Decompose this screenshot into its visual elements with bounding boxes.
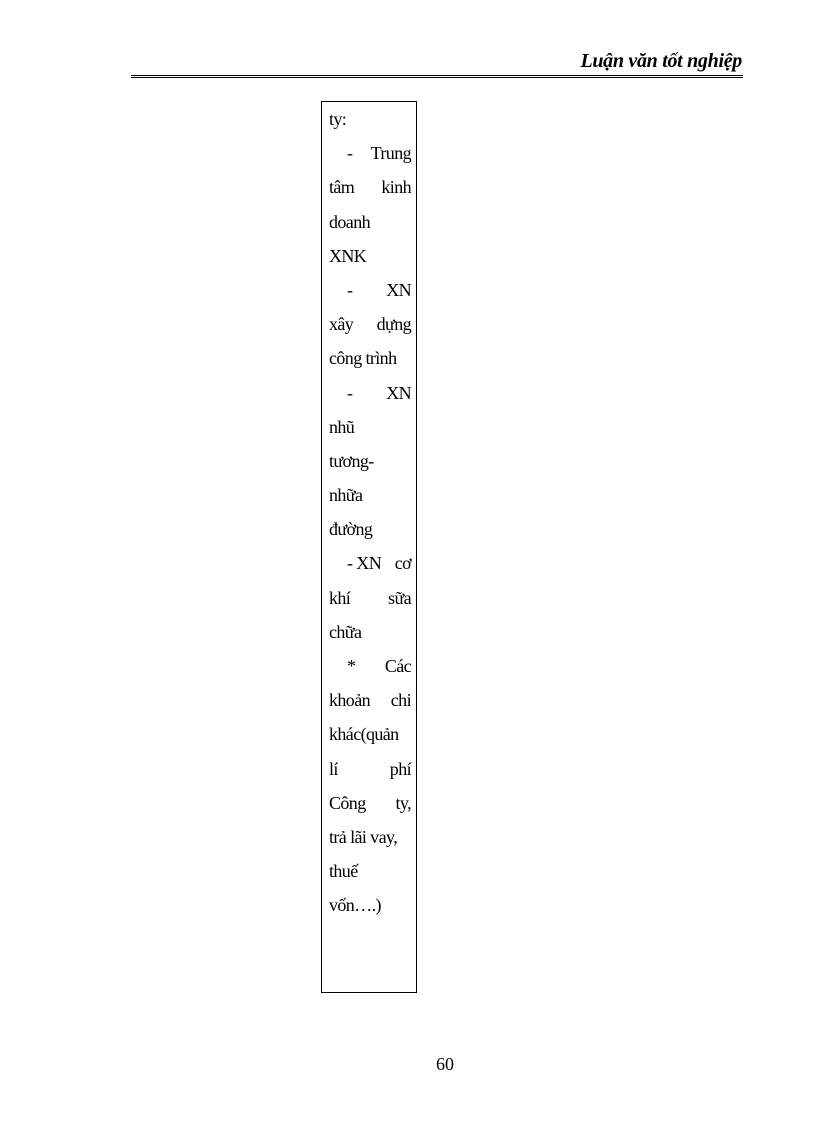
cell-word: cơ	[394, 553, 411, 574]
cell-word: xây	[329, 314, 354, 335]
cell-line	[329, 176, 411, 210]
cell-line	[329, 245, 411, 279]
cell-line	[329, 758, 411, 792]
cell-line	[329, 689, 411, 723]
cell-word: khác(quản	[329, 724, 399, 745]
cell-word: dựng	[376, 314, 411, 335]
cell-word: Công	[329, 792, 366, 813]
cell-word: XN	[386, 279, 411, 300]
cell-word: lí	[329, 758, 338, 779]
cell-line	[329, 587, 411, 621]
cell-word: chữa	[329, 621, 362, 642]
cell-word: -	[347, 143, 353, 164]
header-rule	[131, 75, 743, 78]
cell-line	[329, 621, 411, 655]
cell-line	[329, 450, 411, 484]
cell-line	[329, 552, 411, 586]
cell-word: chi	[390, 690, 411, 711]
cell-line	[329, 279, 411, 313]
cell-word: vốn….)	[329, 895, 381, 916]
cell-word: phí	[389, 758, 411, 779]
table-cell	[321, 101, 417, 993]
cell-word: -	[347, 382, 353, 403]
cell-line	[329, 347, 411, 381]
cell-word: trả lãi vay,	[329, 826, 398, 847]
cell-line	[329, 313, 411, 347]
cell-line	[329, 484, 411, 518]
cell-line	[329, 142, 411, 176]
cell-word: ty:	[329, 109, 347, 129]
cell-word: doanh	[329, 211, 370, 232]
cell-text	[329, 108, 411, 929]
cell-line	[329, 211, 411, 245]
header-title: Luận văn tốt nghiệp	[580, 50, 742, 72]
cell-word: tâm	[329, 177, 355, 198]
cell-word: Trung	[370, 143, 411, 164]
cell-word: -	[347, 279, 353, 300]
cell-word: kinh	[381, 177, 411, 198]
cell-line	[329, 108, 411, 142]
cell-line	[329, 518, 411, 552]
cell-word: Các	[384, 656, 411, 676]
cell-line	[329, 826, 411, 860]
cell-word: XNK	[329, 245, 367, 266]
cell-word: XN	[386, 382, 411, 403]
page-number: 60	[436, 1054, 454, 1074]
cell-line	[329, 894, 411, 928]
cell-word: - XN	[347, 553, 382, 574]
cell-word: công trình	[329, 348, 397, 369]
cell-line	[329, 723, 411, 757]
cell-word: khoản	[329, 690, 370, 711]
cell-word: *	[347, 656, 356, 676]
cell-line	[329, 860, 411, 894]
cell-word: tương-	[329, 450, 374, 471]
cell-word: nhũ	[329, 416, 355, 437]
cell-word: khí	[329, 587, 351, 608]
cell-line	[329, 416, 411, 450]
cell-line	[329, 792, 411, 826]
cell-word: thuế	[329, 861, 358, 882]
cell-word: đường	[329, 519, 373, 540]
cell-word: sữa	[388, 587, 411, 608]
cell-word: nhữa	[329, 485, 363, 506]
cell-word: ty,	[395, 792, 411, 813]
cell-line	[329, 382, 411, 416]
cell-line	[329, 655, 411, 689]
